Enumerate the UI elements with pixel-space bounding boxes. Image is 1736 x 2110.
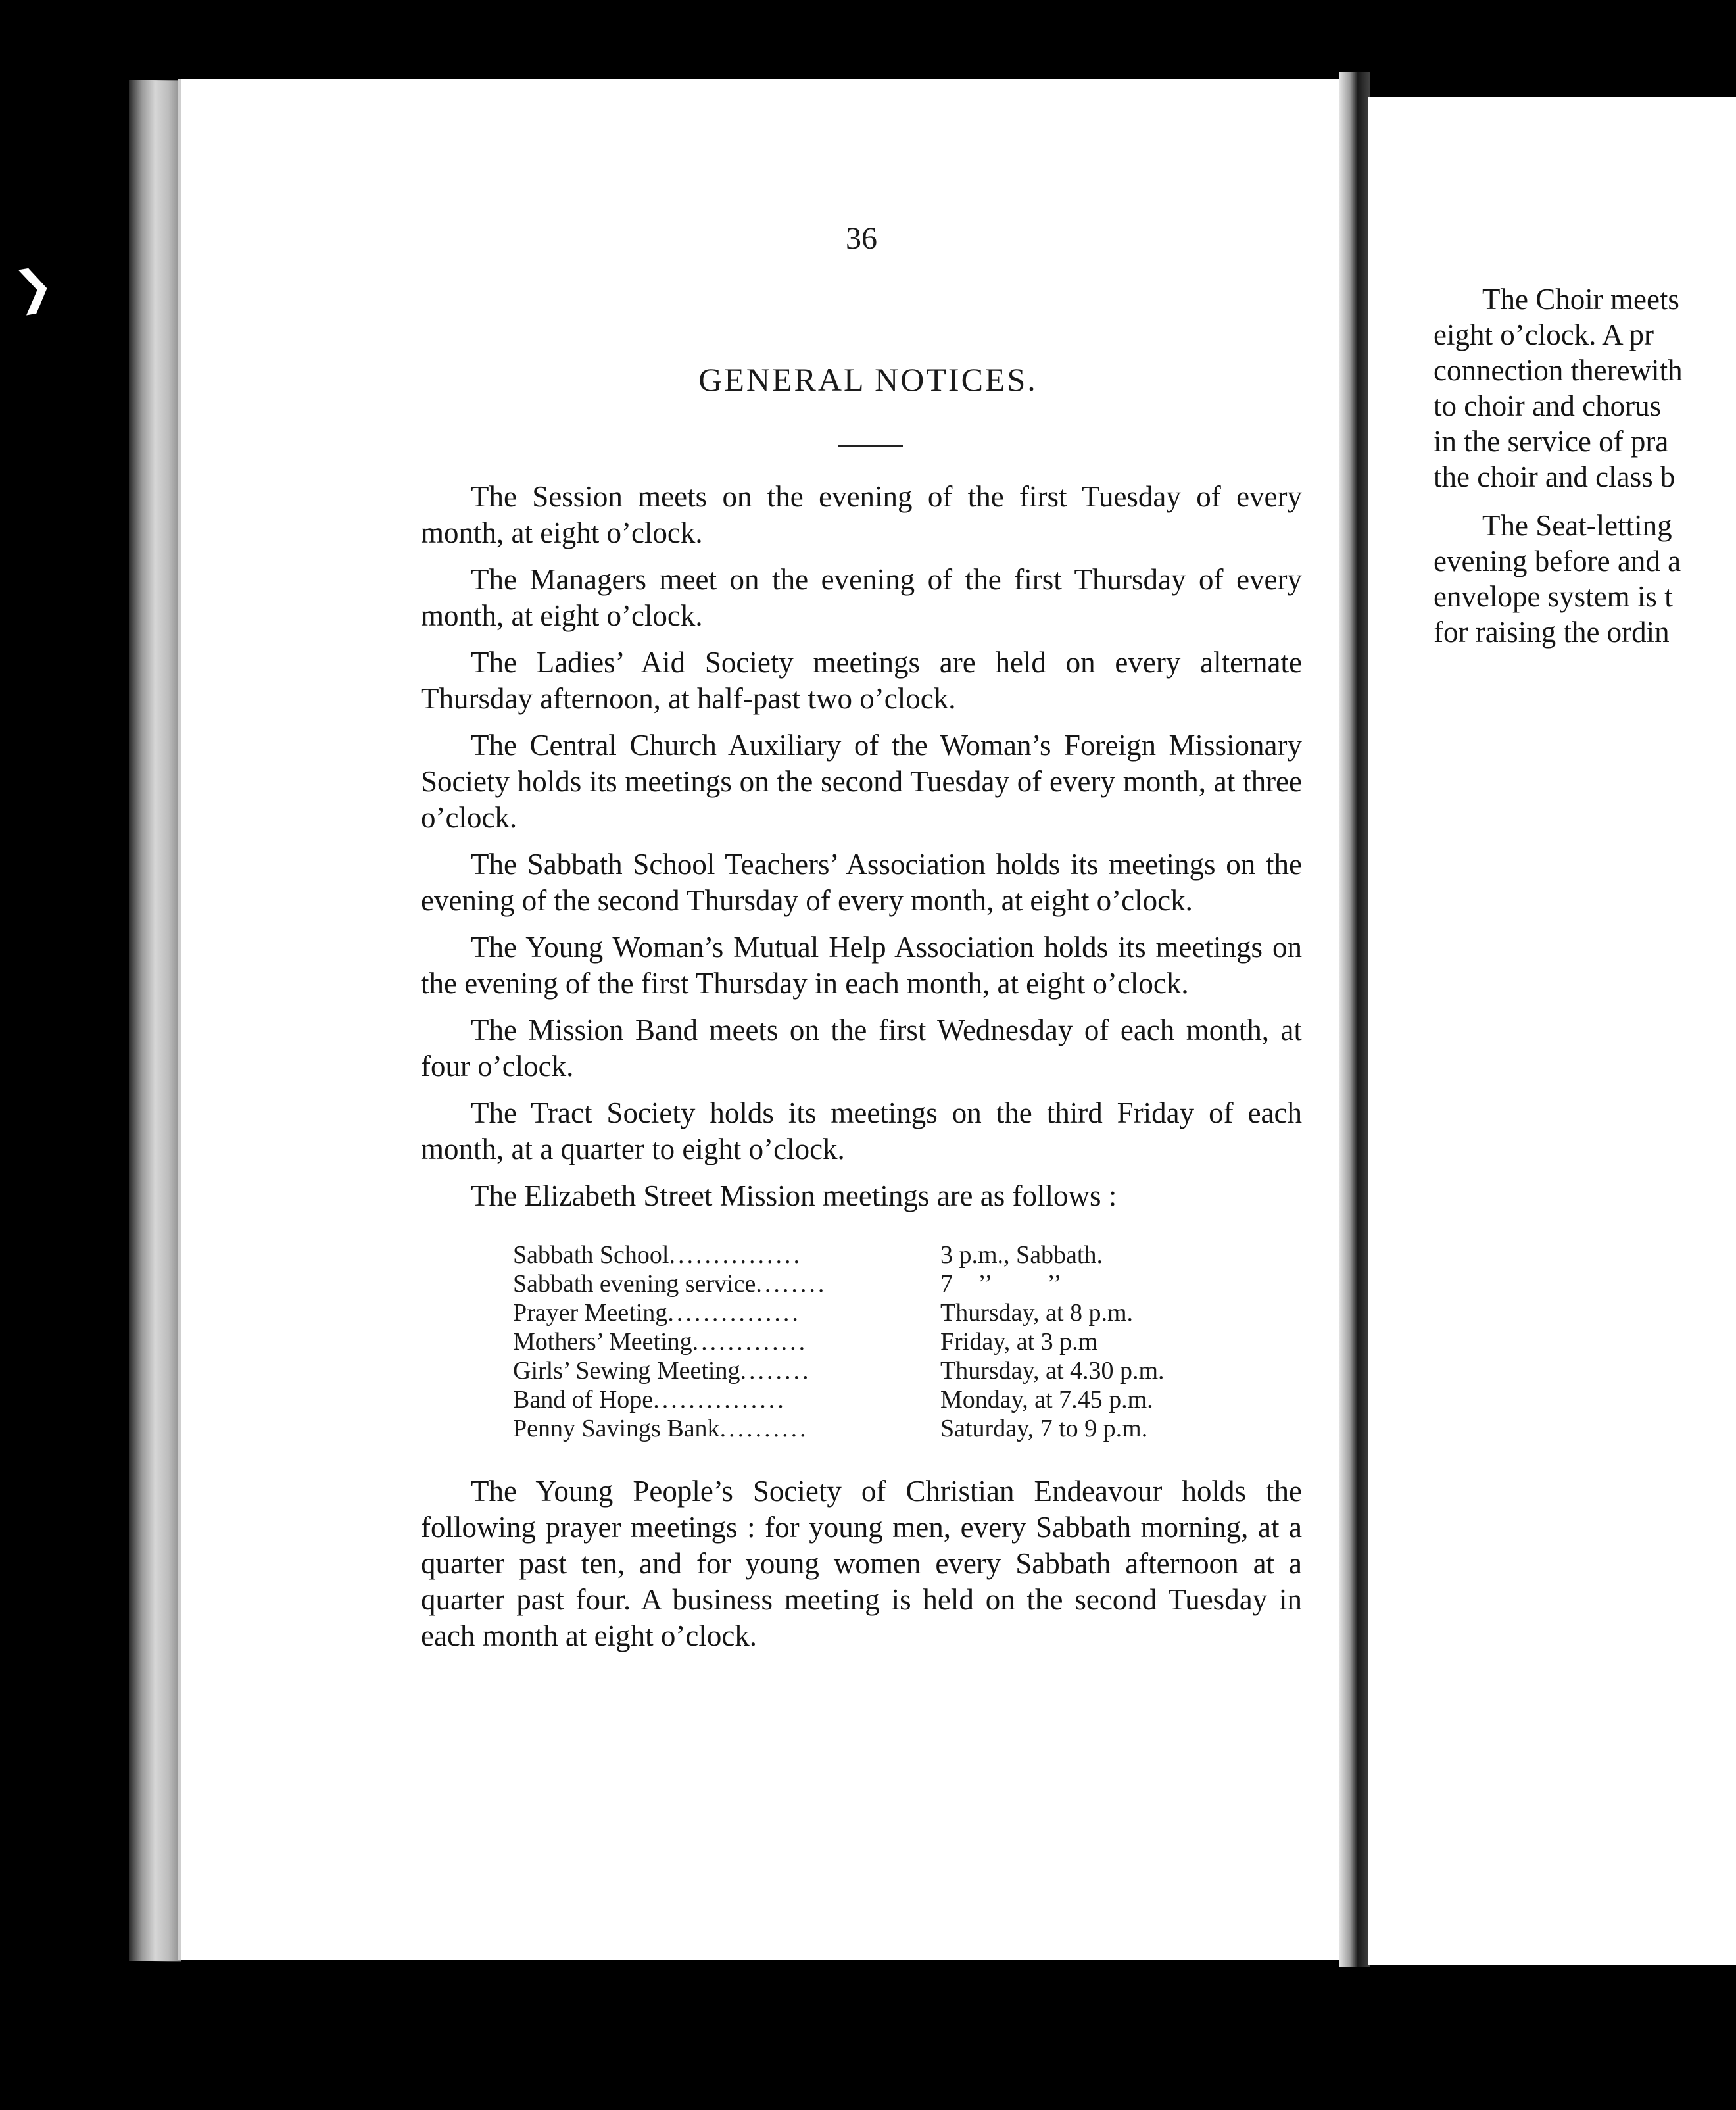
- schedule-meeting-time: Friday, at 3 p.m: [940, 1328, 1098, 1356]
- right-text-line: the choir and class b: [1434, 460, 1676, 493]
- schedule-meeting-time: Saturday, 7 to 9 p.m.: [940, 1415, 1148, 1442]
- schedule-meeting-name: Girls’ Sewing Meeting........: [513, 1357, 811, 1385]
- right-text-line: for raising the ordin: [1434, 616, 1670, 649]
- notice-paragraph-missionary-society: The Central Church Auxiliary of the Woman’s Foreign Missionary Society holds its meetings on the second Tuesday of every month, at three o’clock.: [421, 729, 1302, 834]
- schedule-meeting-time: 3 p.m., Sabbath.: [940, 1241, 1103, 1269]
- right-text-line: The Choir meets: [1482, 283, 1679, 316]
- heading-rule: [838, 445, 903, 447]
- schedule-meeting-name: Sabbath evening service........: [513, 1270, 827, 1298]
- notice-paragraph-christian-endeavour: The Young People’s Society of Christian Endeavour holds the following prayer meetings : for young men, every Sabbath morning, at a quarter past ten, and for young women every Sabbath afternoon at a quarter past four. A business meeting is held on the second Tuesday in each month at eight o’clock.: [421, 1475, 1302, 1652]
- page-number: 36: [846, 221, 877, 256]
- right-text-line: eight o’clock. A pr: [1434, 318, 1654, 351]
- right-text-line: to choir and chorus: [1434, 389, 1662, 422]
- schedule-row: [513, 1385, 1243, 1414]
- notice-paragraph-mutual-help: The Young Woman’s Mutual Help Association holds its meetings on the evening of the first Thursday in each month, at eight o’clock.: [421, 931, 1302, 1000]
- schedule-row: [513, 1356, 1243, 1385]
- right-page-text: [1434, 282, 1736, 650]
- schedule-meeting-name: Prayer Meeting...............: [513, 1299, 801, 1327]
- schedule-meeting-name: Band of Hope...............: [513, 1386, 786, 1413]
- schedule-row: [513, 1298, 1243, 1327]
- page-edge-stack: [129, 80, 181, 1962]
- schedule-meeting-time: Thursday, at 8 p.m.: [940, 1299, 1134, 1327]
- right-text-line: evening before and a: [1434, 545, 1681, 577]
- right-text-line: envelope system is t: [1434, 580, 1673, 613]
- schedule-meeting-time: 7 ’’ ’’: [940, 1270, 1062, 1298]
- notice-paragraph-managers: The Managers meet on the evening of the first Thursday of every month, at eight o’clock.: [421, 563, 1302, 632]
- scan-artifact-mark: ❯: [10, 257, 58, 317]
- notice-paragraph-mission-band: The Mission Band meets on the first Wednesday of each month, at four o’clock.: [421, 1014, 1302, 1083]
- notice-paragraph-session: The Session meets on the evening of the first Tuesday of every month, at eight o’clock.: [421, 480, 1302, 549]
- schedule-meeting-name: Sabbath School...............: [513, 1241, 802, 1269]
- right-text-line: in the service of pra: [1434, 425, 1669, 458]
- mission-schedule-table: [513, 1240, 1243, 1443]
- page-heading: GENERAL NOTICES.: [698, 361, 1038, 398]
- book-gutter: [1339, 72, 1370, 1967]
- notice-paragraph-tract-society: The Tract Society holds its meetings on the third Friday of each month, at a quarter to eight o’clock.: [421, 1096, 1302, 1165]
- schedule-row: [513, 1414, 1243, 1443]
- notice-paragraph-ladies-aid: The Ladies’ Aid Society meetings are held on every alternate Thursday afternoon, at half-past two o’clock.: [421, 646, 1302, 715]
- schedule-meeting-name: Mothers’ Meeting.............: [513, 1328, 808, 1356]
- notice-paragraph-mission-intro: The Elizabeth Street Mission meetings are as follows :: [471, 1179, 1117, 1212]
- schedule-meeting-time: Monday, at 7.45 p.m.: [940, 1386, 1153, 1413]
- schedule-meeting-name: Penny Savings Bank..........: [513, 1415, 809, 1442]
- notice-paragraph-teachers-association: The Sabbath School Teachers’ Association holds its meetings on the evening of the second Thursday of every month, at eight o’clock.: [421, 848, 1302, 917]
- right-text-line: The Seat-letting: [1482, 509, 1672, 542]
- notices-body: [421, 479, 1302, 1665]
- schedule-row: [513, 1327, 1243, 1356]
- schedule-meeting-time: Thursday, at 4.30 p.m.: [940, 1357, 1165, 1385]
- right-text-line: connection therewith: [1434, 354, 1683, 387]
- schedule-row: [513, 1269, 1243, 1298]
- schedule-row: [513, 1240, 1243, 1269]
